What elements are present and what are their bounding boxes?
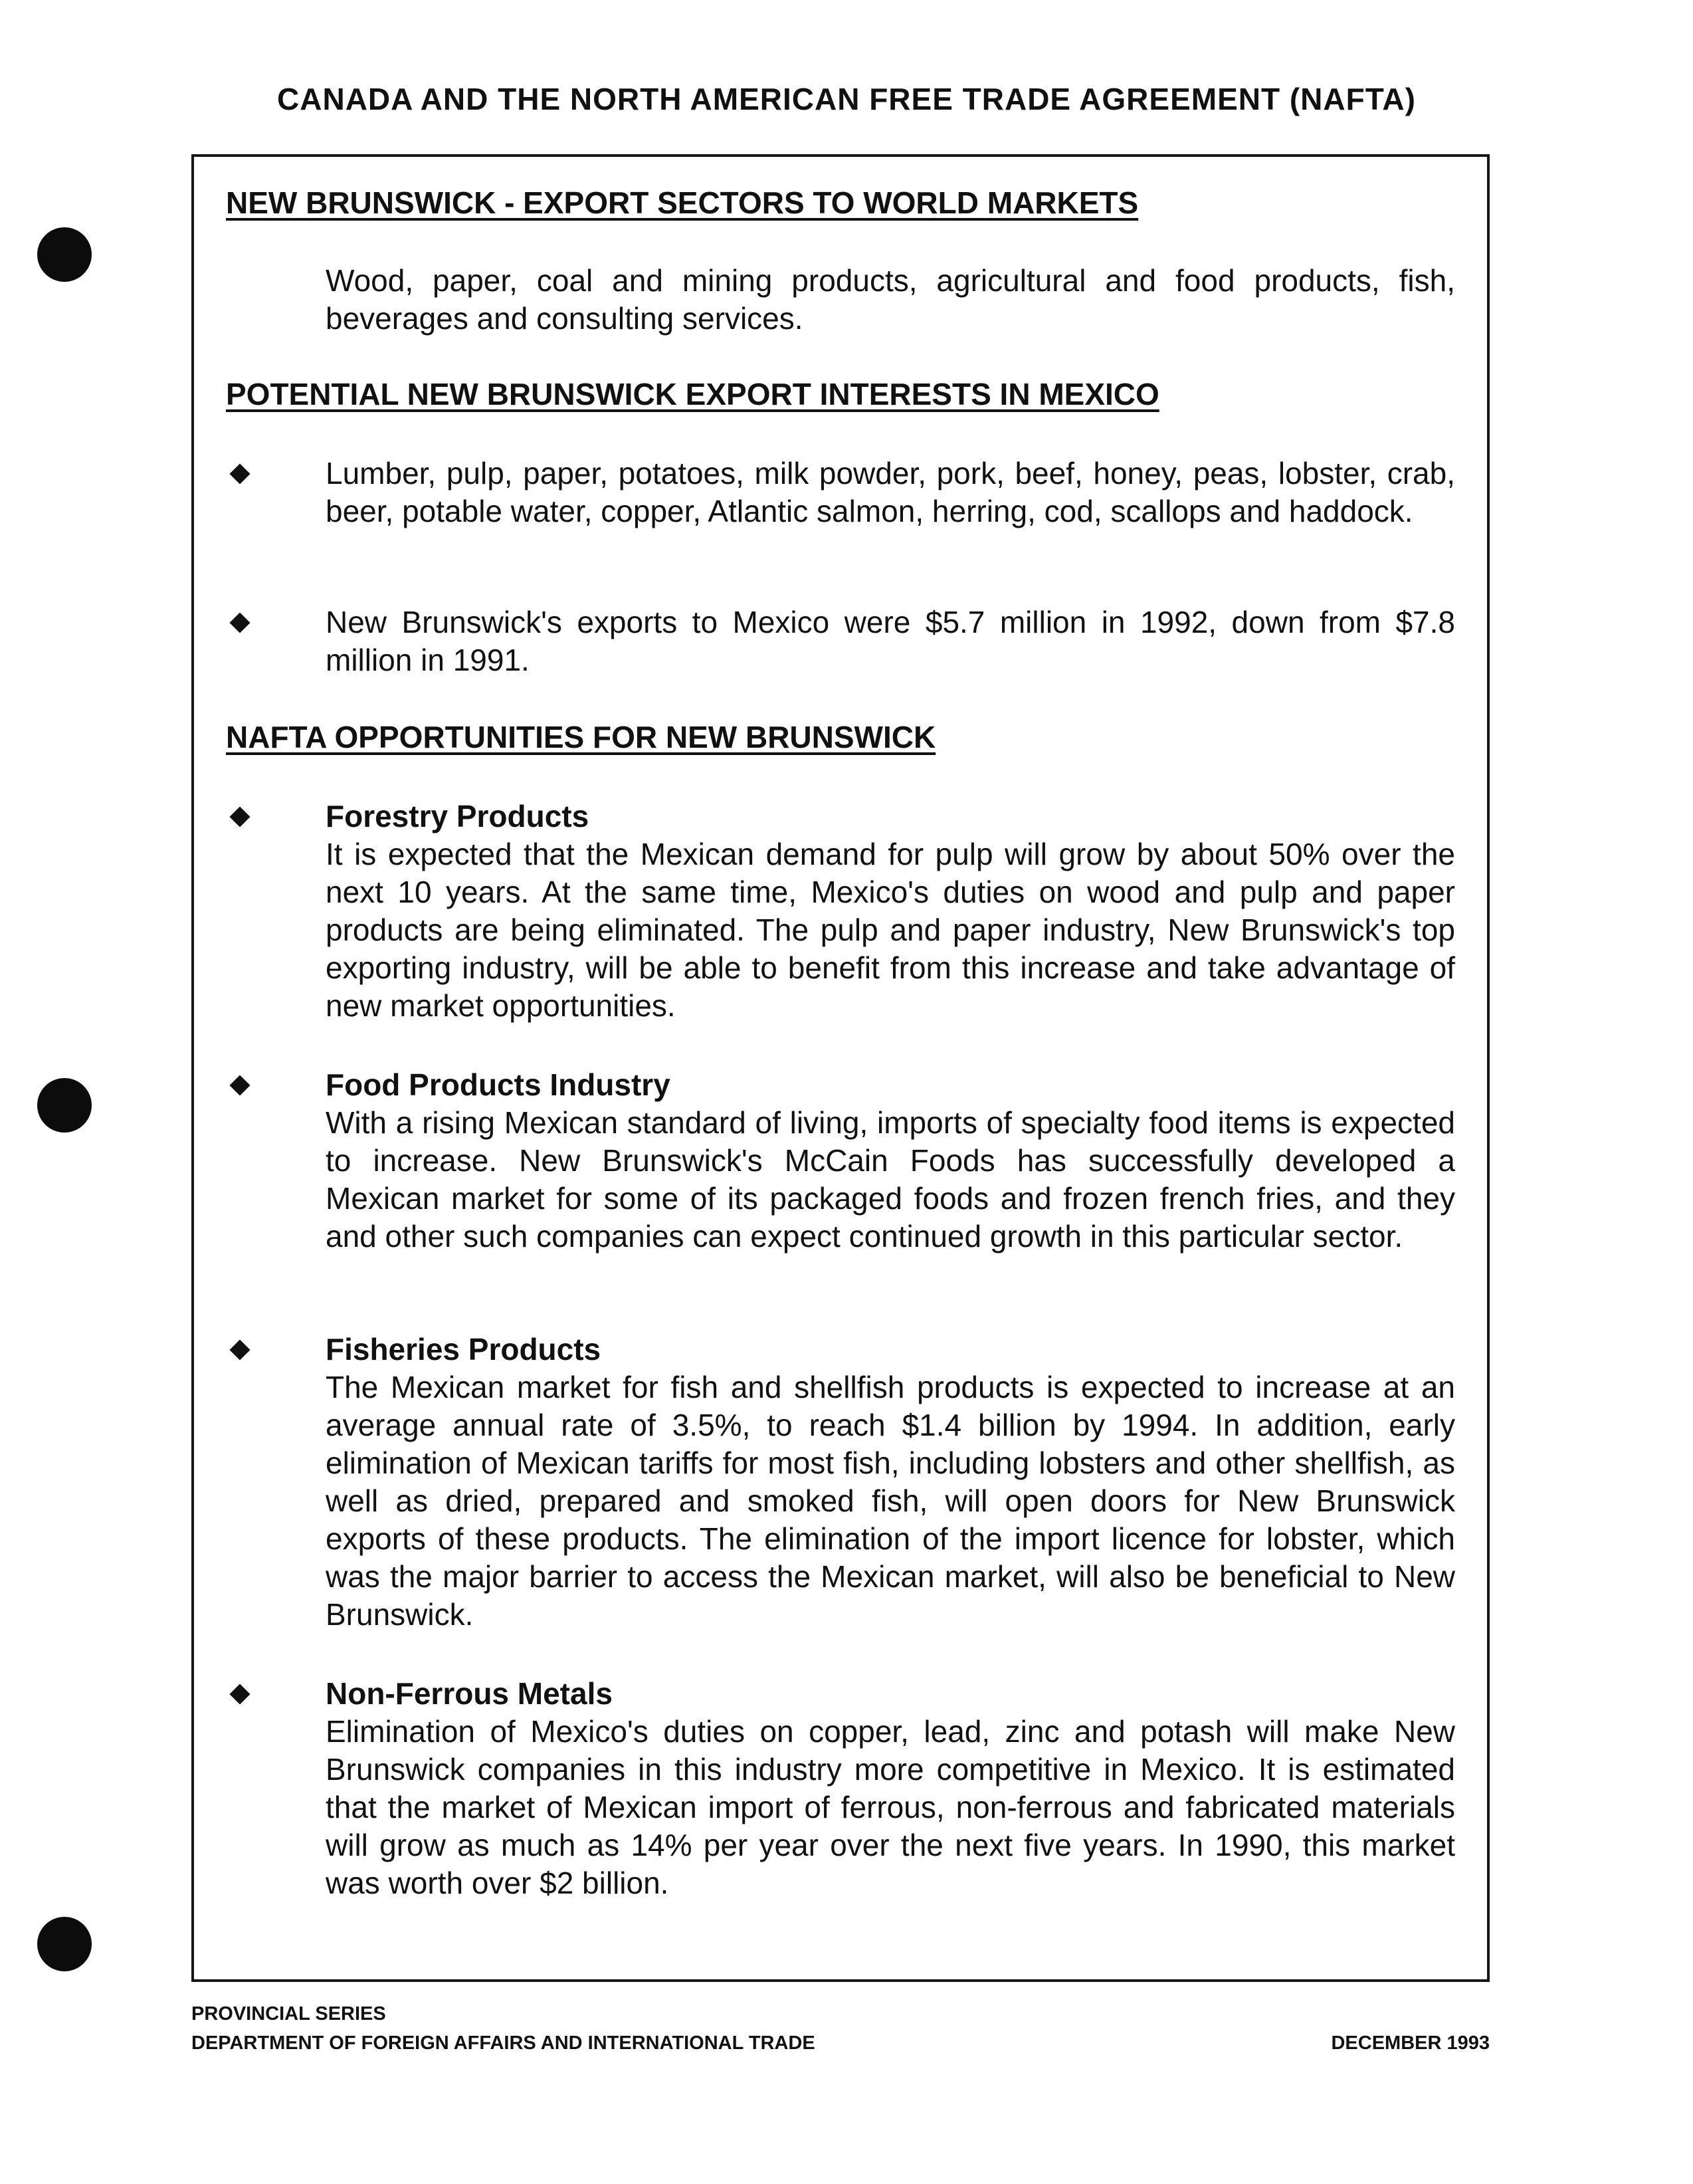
document-title: CANADA AND THE NORTH AMERICAN FREE TRADE AGREEMENT (NAFTA)	[277, 82, 1416, 116]
opportunity-title: Forestry Products	[326, 799, 589, 833]
opportunity-item-food	[326, 1066, 1455, 1256]
opportunity-title: Food Products Industry	[326, 1067, 670, 1102]
footer-date: DECEMBER 1993	[1331, 2032, 1490, 2054]
opportunity-text: The Mexican market for fish and shellfish products is expected to increase at an average annual rate of 3.5%, to reach $1.4 billion by 1994. In addition, early elimination of Mexican tariffs for most fish, including lobsters and other shellfish, as well as dried, prepared and smoked fish, will open doors for New Brunswick exports of these products. The elimination of the import licence for lobster, which was the major barrier to access the Mexican market, will also be beneficial to New Brunswick.	[326, 1370, 1455, 1632]
opportunity-item-metals	[326, 1675, 1455, 1902]
export-interest-item: Lumber, pulp, paper, potatoes, milk powder, pork, beef, honey, peas, lobster, crab, beer, potable water, copper, Atlantic salmon, herring, cod, scallops and haddock.	[326, 456, 1455, 528]
section-heading-export-sectors: NEW BRUNSWICK - EXPORT SECTORS TO WORLD MARKETS	[226, 185, 1139, 220]
binder-hole-bottom	[37, 1917, 92, 1971]
footer-department: DEPARTMENT OF FOREIGN AFFAIRS AND INTERNATIONAL TRADE	[191, 2032, 815, 2054]
section-heading-export-interests: POTENTIAL NEW BRUNSWICK EXPORT INTERESTS IN MEXICO	[226, 377, 1159, 411]
export-interest-item: New Brunswick's exports to Mexico were $5.7 million in 1992, down from $7.8 million in 1991.	[326, 605, 1455, 677]
opportunity-text: Elimination of Mexico's duties on copper, lead, zinc and potash will make New Brunswick companies in this industry more competitive in Mexico. It is estimated that the market of Mexican import of ferrous, non-ferrous and fabricated materials will grow as much as 14% per year over the next five years. In 1990, this market was worth over $2 billion.	[326, 1714, 1455, 1900]
opportunity-text: It is expected that the Mexican demand for pulp will grow by about 50% over the next 10 years. At the same time, Mexico's duties on wood and pulp and paper products are being eliminated. The pulp and paper industry, New Brunswick's top exporting industry, will be able to benefit from this increase and take advantage of new market opportunities.	[326, 837, 1455, 1023]
section-heading-opportunities: NAFTA OPPORTUNITIES FOR NEW BRUNSWICK	[226, 720, 936, 754]
opportunity-text: With a rising Mexican standard of living, imports of specialty food items is expected to increase. New Brunswick's McCain Foods has successfully developed a Mexican market for some of its packaged foods and frozen french fries, and they and other such companies can expect continued growth in this particular sector.	[326, 1105, 1455, 1254]
opportunity-item-forestry	[326, 798, 1455, 1025]
opportunity-item-fisheries	[326, 1331, 1455, 1634]
footer-series: PROVINCIAL SERIES	[191, 2003, 386, 2024]
binder-hole-middle	[37, 1078, 92, 1133]
binder-hole-top	[37, 227, 92, 282]
opportunity-title: Non-Ferrous Metals	[326, 1676, 613, 1711]
opportunity-title: Fisheries Products	[326, 1332, 601, 1366]
export-sectors-text: Wood, paper, coal and mining products, agricultural and food products, fish, beverages and consulting services.	[326, 263, 1455, 336]
